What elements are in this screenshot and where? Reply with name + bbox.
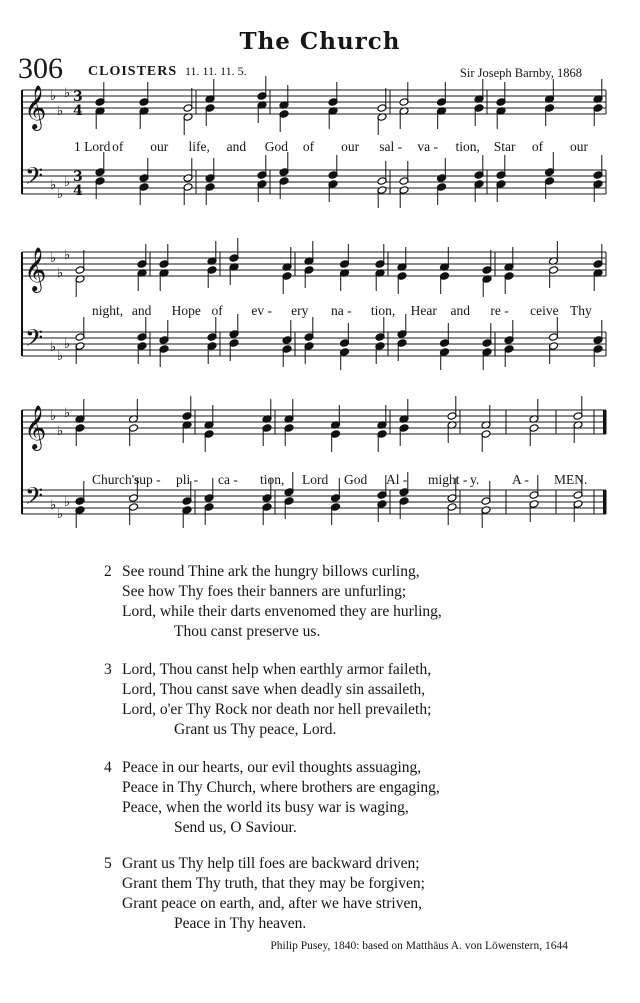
lyric-syllable: Church's [92, 472, 140, 487]
verse-5 [104, 854, 425, 934]
lyric-syllable: ca - [218, 472, 238, 487]
verse-line: Peace in Thy heaven. [174, 915, 307, 932]
flat-sign: ♭ [57, 507, 64, 522]
verse-3 [104, 660, 432, 740]
time-signature: 3 [73, 169, 83, 185]
flat-sign: ♭ [64, 248, 71, 263]
lyric-syllable: our [341, 139, 360, 154]
lyric-syllable: tion, [455, 139, 480, 154]
lyric-syllable: God [264, 139, 289, 154]
lyric-syllable: night, [92, 303, 124, 318]
lyric-syllable: our [150, 139, 169, 154]
lyric-syllable: life, [188, 139, 210, 154]
meter: 11. 11. 11. 5. [185, 64, 247, 78]
verse-line: Send us, O Saviour. [174, 819, 297, 836]
time-signature: 3 [73, 89, 83, 105]
final-bar [603, 490, 606, 514]
time-signature: 4 [73, 183, 83, 199]
lyric-syllable: va - [417, 139, 438, 154]
flat-sign: ♭ [57, 349, 64, 364]
lyric-syllable: Al - [386, 472, 408, 487]
lyric-syllable: and [131, 303, 152, 318]
lyric-syllable: ev - [251, 303, 272, 318]
final-bar [603, 410, 606, 434]
flat-sign: ♭ [50, 409, 57, 424]
verse-line: Grant peace on earth, and, after we have striven, [122, 895, 422, 912]
flat-sign: ♭ [57, 266, 64, 281]
lyric-syllable: tion, [370, 303, 396, 318]
verse-line: 3 Lord, Thou canst help when earthly armor faileth, [104, 661, 432, 678]
lyric-syllable: na - [331, 303, 352, 318]
bass-clef: 𝄢 [25, 324, 44, 357]
bass-clef: 𝄢 [25, 482, 44, 515]
verse-line: Peace, when the world its busy war is waging, [122, 799, 409, 816]
flat-sign: ♭ [64, 406, 71, 421]
verse-line: Lord, o'er Thy Rock nor death nor hell prevaileth; [122, 701, 432, 718]
composer-credit: Sir Joseph Barnby, 1868 [459, 66, 582, 80]
flat-sign: ♭ [50, 178, 57, 193]
flat-sign: ♭ [50, 251, 57, 266]
verse-line: See how Thy foes their banners are unfurling; [122, 583, 407, 600]
flat-sign: ♭ [50, 89, 57, 104]
flat-sign: ♭ [64, 175, 71, 190]
lyric-syllable: A - [512, 472, 529, 487]
lyric-syllable: God [344, 472, 368, 487]
lyric-syllable: Lord [302, 472, 329, 487]
flat-sign: ♭ [50, 498, 57, 513]
verse-number: 3 [104, 661, 112, 678]
lyric-syllable: re - [490, 303, 509, 318]
lyric-syllable: of [531, 139, 544, 154]
lyric-syllable: of [302, 139, 315, 154]
verse-line: Grant them Thy truth, that they may be forgiven; [122, 875, 425, 892]
lyric-syllable: ery [291, 303, 309, 318]
treble-clef: 𝄞 [24, 85, 47, 129]
lyric-syllable: of [211, 303, 223, 318]
lyric-syllable: 1 Lord [74, 139, 111, 154]
treble-clef: 𝄞 [24, 247, 47, 291]
verse-line: 2 See round Thine ark the hungry billows curling, [104, 563, 420, 580]
verse-number: 5 [104, 855, 112, 872]
lyric-syllable: sal - [379, 139, 403, 154]
tune-name: CLOISTERS [88, 64, 178, 79]
treble-clef: 𝄞 [24, 405, 47, 449]
lyric-syllable: pli - [176, 472, 199, 487]
verse-line: Peace in Thy Church, where brothers are engaging, [122, 779, 440, 796]
lyric-syllable: tion, [260, 472, 285, 487]
lyric-syllable: our [570, 139, 588, 154]
verse-line: Lord, Thou canst save when deadly sin assaileth, [122, 681, 426, 698]
hymn-number: 306 [18, 52, 63, 85]
verse-line: 4 Peace in our hearts, our evil thoughts assuaging, [104, 759, 422, 776]
page-title: The Church [239, 28, 401, 55]
lyric-syllable: ceive [530, 303, 559, 318]
lyric-syllable: Thy [570, 303, 592, 318]
verse-line: 5 Grant us Thy help till foes are backward driven; [104, 855, 420, 872]
flat-sign: ♭ [57, 104, 64, 119]
lyric-syllable: Hope [171, 303, 201, 318]
lyric-syllable: and [450, 303, 470, 318]
flat-sign: ♭ [64, 495, 71, 510]
verse-number: 2 [104, 563, 112, 580]
flat-sign: ♭ [57, 424, 64, 439]
lyric-syllable: and [226, 139, 247, 154]
lyric-syllable: Hear [410, 303, 437, 318]
flat-sign: ♭ [64, 86, 71, 101]
verse-line: Thou canst preserve us. [174, 623, 321, 640]
verse-line: Lord, while their darts envenomed they are hurling, [122, 603, 442, 620]
verse-line: Grant us Thy peace, Lord. [174, 721, 337, 738]
flat-sign: ♭ [57, 187, 64, 202]
flat-sign: ♭ [64, 337, 71, 352]
lyric-syllable: might - [428, 472, 468, 487]
time-signature: 4 [73, 103, 83, 119]
bass-clef: 𝄢 [25, 162, 44, 195]
lyric-syllable: MEN. [554, 472, 588, 487]
verse-2 [104, 562, 442, 642]
text-credit: Philip Pusey, 1840: based on Matthäus A. von Löwenstern, 1644 [270, 940, 568, 952]
verse-4 [104, 758, 440, 838]
lyric-syllable: of [112, 139, 124, 154]
lyric-syllable: y. [470, 472, 480, 487]
lyric-syllable: Star [493, 139, 516, 154]
lyric-syllable: sup - [134, 472, 161, 487]
verse-number: 4 [104, 759, 112, 776]
flat-sign: ♭ [50, 340, 57, 355]
